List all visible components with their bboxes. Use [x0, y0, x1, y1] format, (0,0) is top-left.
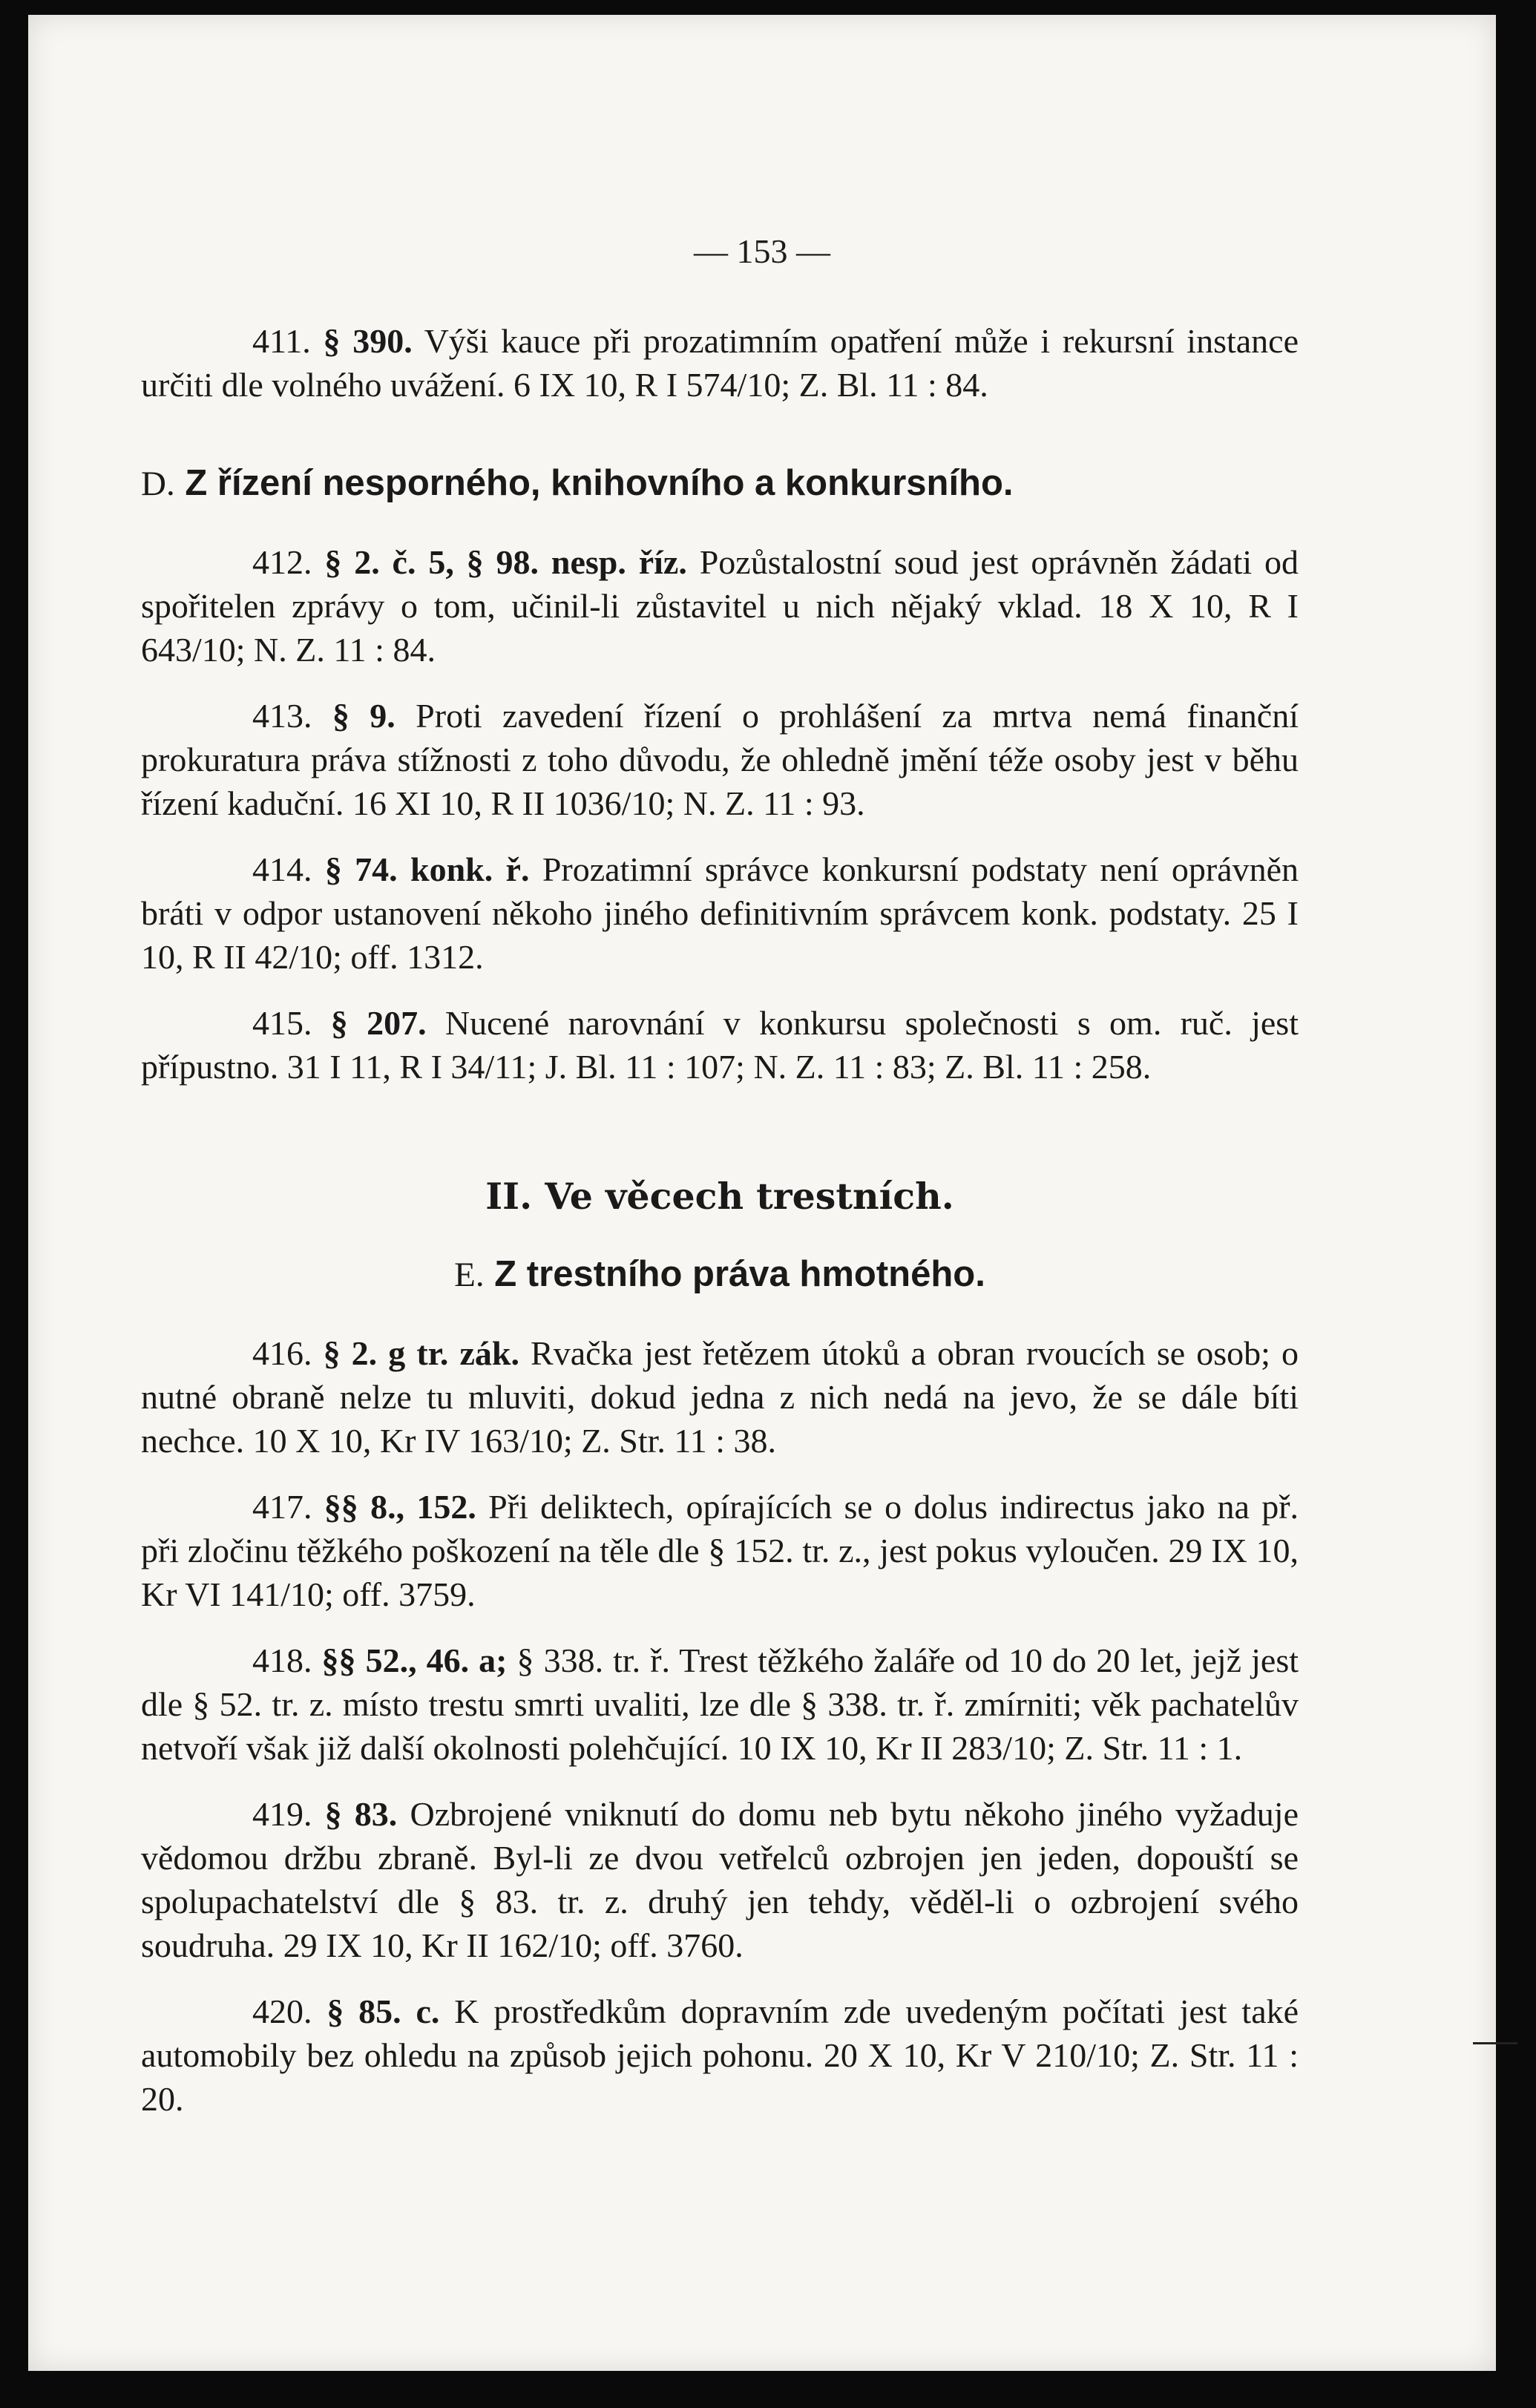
entry-420	[141, 1989, 1299, 2121]
entry-number: 412.	[252, 543, 312, 581]
section-letter: E.	[454, 1256, 485, 1294]
section-title: Z řízení nesporného, knihovního a konkursního.	[185, 463, 1014, 503]
page-number: — 153 —	[694, 232, 830, 270]
entry-number: 417.	[252, 1488, 312, 1526]
entry-number: 419.	[252, 1795, 312, 1833]
entry-416	[141, 1331, 1299, 1463]
section-title: Z trestního práva hmotného.	[494, 1254, 985, 1294]
section-letter: D.	[141, 465, 175, 503]
entry-number: 418.	[252, 1641, 312, 1679]
entry-418	[141, 1638, 1299, 1770]
entry-text: Ozbrojené vniknutí do domu neb bytu někoho jiného vyžaduje vědomou držbu zbraně. Byl-li ze dvou vetřelců ozbrojen jen jeden, dopouští se spolupachatelství dle § 83. tr. z. druhý jen tehdy, věděl-li o ozbrojení svého soudruha. 29 IX 10, Kr II 162/10; off. 3760.	[141, 1795, 1299, 1964]
entry-reference: § 390.	[323, 322, 413, 360]
entry-number: 413.	[252, 697, 312, 735]
entry-reference: § 2. č. 5, § 98. nesp. říz.	[324, 543, 687, 581]
entry-text: Proti zavedení řízení o prohlášení za mrtva nemá finanční prokuratura práva stížnosti z toho důvodu, že ohledně jmění téže osoby jest v běhu řízení kaduční. 16 XI 10, R II 1036/10; N. Z. 11 : 93.	[141, 697, 1299, 822]
entry-413	[141, 694, 1299, 825]
entry-text: Při deliktech, opírajících se o dolus indirectus jako na př. při zločinu těžkého poškození na těle dle § 152. tr. z., jest pokus vyloučen. 29 IX 10, Kr VI 141/10; off. 3759.	[141, 1488, 1299, 1613]
entry-number: 420.	[252, 1992, 312, 2030]
entry-reference: § 207.	[330, 1004, 427, 1042]
entry-415	[141, 1001, 1299, 1089]
entry-text: Pozůstalostní soud jest oprávněn žádati od spořitelen zprávy o tom, učinil-li zůstavitel u nich nějaký vklad. 18 X 10, R I 643/10; N. Z. 11 : 84.	[141, 543, 1299, 669]
entry-text: § 338. tr. ř. Trest těžkého žaláře od 10 do 20 let, jejž jest dle § 52. tr. z. místo trestu smrti uvaliti, lze dle § 338. tr. ř. zmírniti; věk pachatelův netvoří však již další okolnosti polehčující. 10 IX 10, Kr II 283/10; Z. Str. 11 : 1.	[141, 1641, 1299, 1767]
entry-reference: §§ 8., 152.	[324, 1488, 476, 1526]
section-heading-d	[141, 462, 1299, 506]
entry-reference: § 83.	[324, 1795, 398, 1833]
entry-417	[141, 1485, 1299, 1616]
entry-number: 416.	[252, 1334, 312, 1372]
entry-reference: § 2. g tr. zák.	[323, 1334, 519, 1372]
entry-number: 414.	[252, 850, 312, 888]
entry-text: Výši kauce při prozatimním opatření může i rekursní instance určiti dle volného uvážení. 6 IX 10, R I 574/10; Z. Bl. 11 : 84.	[141, 322, 1299, 404]
part-heading-ii: II. Ve věcech trestních.	[485, 1175, 954, 1218]
entry-text: Prozatimní správce konkursní podstaty není oprávněn bráti v odpor ustanovení někoho jiného definitivním správcem konk. podstaty. 25 I 10, R II 42/10; off. 1312.	[141, 850, 1299, 976]
entry-text: Rvačka jest řetězem útoků a obran rvoucích se osob; o nutné obraně nelze tu mluviti, dokud jedna z nich nedá na jevo, že se dále bíti nechce. 10 X 10, Kr IV 163/10; Z. Str. 11 : 38.	[141, 1334, 1299, 1460]
section-heading-e	[141, 1253, 1299, 1297]
entry-411	[141, 319, 1299, 407]
entry-number: 411.	[252, 322, 311, 360]
entry-412	[141, 540, 1299, 672]
entry-reference: § 9.	[332, 697, 396, 735]
entry-text: K prostředkům dopravním zde uvedeným počítati jest také automobily bez ohledu na způsob jejich pohonu. 20 X 10, Kr V 210/10; Z. Str. 11 : 20.	[141, 1992, 1299, 2118]
entry-reference: §§ 52., 46. a;	[321, 1641, 508, 1679]
entry-414	[141, 847, 1299, 979]
entry-text: Nucené narovnání v konkursu společnosti s om. ruč. jest přípustno. 31 I 11, R I 34/11; J. Bl. 11 : 107; N. Z. 11 : 83; Z. Bl. 11 : 258.	[141, 1004, 1299, 1086]
margin-scan-mark	[1473, 2042, 1517, 2044]
entry-reference: § 74. konk. ř.	[324, 850, 530, 888]
page-content	[141, 319, 1299, 2143]
entry-reference: § 85. c.	[326, 1992, 440, 2030]
entry-number: 415.	[252, 1004, 312, 1042]
entry-419	[141, 1792, 1299, 1967]
book-page	[28, 15, 1496, 2371]
